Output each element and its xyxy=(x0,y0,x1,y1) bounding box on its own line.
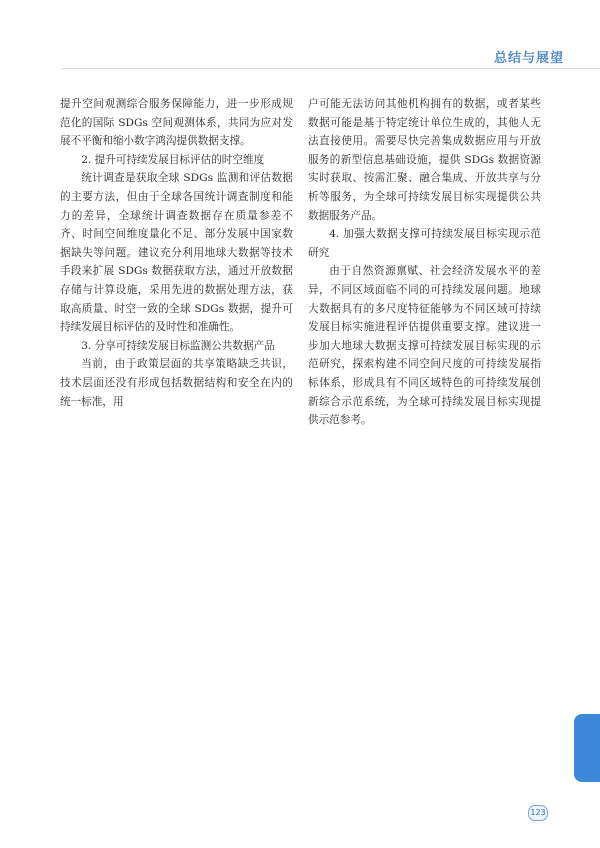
chapter-side-tab xyxy=(574,714,600,782)
subheading: 2. 提升可持续发展目标评估的时空维度 xyxy=(81,153,265,166)
section-title: 总结与展望 xyxy=(493,51,564,66)
right-column xyxy=(308,95,541,430)
paragraph: 当前，由于政策层面的共享策略缺乏共识，技术层面还没有形成包括数据结构和安全在内的统一标准，用 xyxy=(60,358,293,408)
paragraph: 统计调查是获取全球 SDGs 监测和评估数据的主要方法，但由于全球各国统计调查制度和能力的差异，全球统计调查数据存在质量参差不齐、时间空间维度量化不足、部分发展中国家数据缺失等问题。建议充分利用地球大数据等技术手段来扩展 SDGs 数据获取方法，通过开放数据存储与计算设施，采用先进的数据处理方法，获取高质量、时空一致的全球 SDGs 数据，提升可持续发展目标评估的及时性和准确性。 xyxy=(60,172,293,334)
paragraph: 由于自然资源禀赋、社会经济发展水平的差异，不同区域面临不同的可持续发展问题。地球大数据具有的多尺度特征能够为不同区域可持续发展目标实施进程评估提供重要支撑。建议进一步加大地球大数据支撑可持续发展目标实现的示范研究，探索构建不同空间尺度的可持续发展指标体系，形成具有不同区域特色的可持续发展创新综合示范系统，为全球可持续发展目标实现提供示范参考。 xyxy=(308,265,541,427)
header-rule xyxy=(62,68,600,69)
subheading: 4. 加强大数据支撑可持续发展目标实现示范研究 xyxy=(308,228,541,259)
left-column xyxy=(60,95,293,411)
page-number: 123 xyxy=(528,805,548,821)
paragraph: 户可能无法访问其他机构拥有的数据，或者某些数据可能是基于特定统计单位生成的，其他人无法直接使用。需要尽快完善集成数据应用与开放服务的新型信息基础设施，提供 SDGs 数据资源实时获取、按需汇聚、融合集成、开放共享与分析等服务，为全球可持续发展目标实现提供公共数据服务产品。 xyxy=(308,98,541,222)
paragraph: 提升空间观测综合服务保障能力，进一步形成规范化的国际 SDGs 空间观测体系，共同为应对发展不平衡和缩小数字鸿沟提供数据支撑。 xyxy=(60,98,293,148)
subheading: 3. 分享可持续发展目标监测公共数据产品 xyxy=(81,339,275,352)
